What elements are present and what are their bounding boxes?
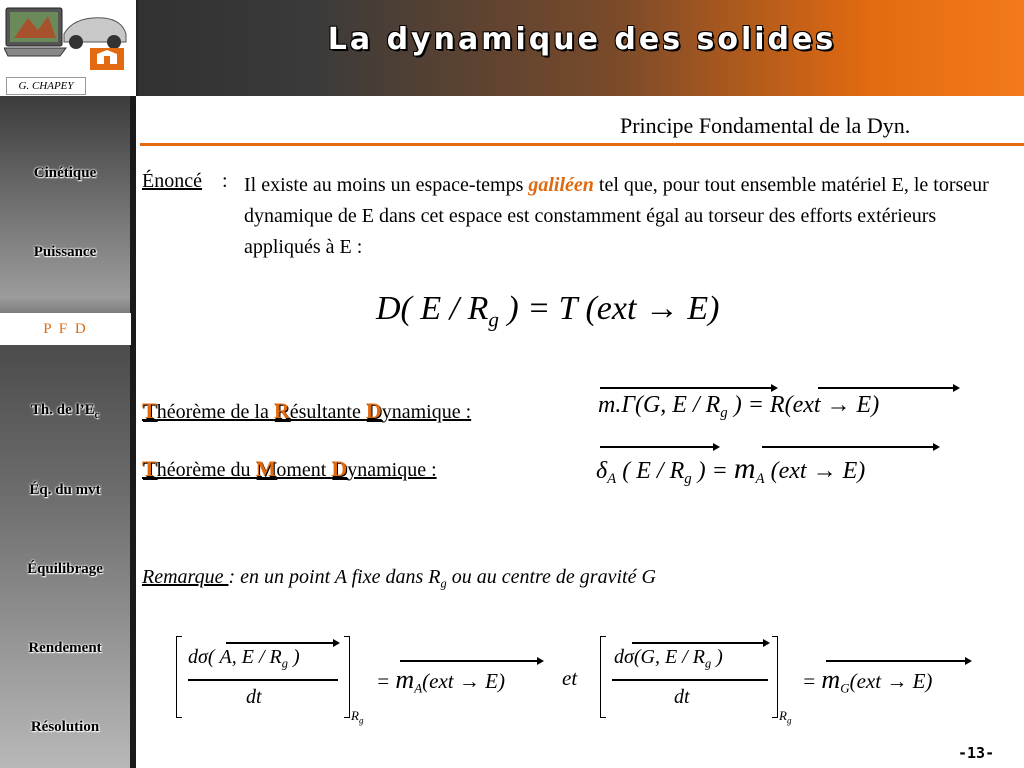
main-equation bbox=[376, 290, 720, 332]
vector-arrow bbox=[818, 387, 958, 389]
tmd-cap-t: T bbox=[142, 456, 157, 481]
tmd-close: ) = bbox=[691, 458, 734, 484]
page-title: La dynamique des solides bbox=[327, 22, 837, 57]
left-num: dσ( A, E / R bbox=[188, 646, 282, 668]
theorem-trd-label bbox=[142, 398, 471, 424]
enonce-label: Énoncé bbox=[142, 170, 202, 192]
sidebar-item-puissance[interactable]: Puissance bbox=[33, 244, 97, 260]
sidebar-item-eq-mvt[interactable]: Éq. du mvt bbox=[29, 482, 101, 498]
left-frame-label bbox=[351, 708, 363, 726]
page-number: -13- bbox=[958, 744, 995, 762]
enonce-emphasis: galiléen bbox=[528, 174, 594, 196]
vector-arrow bbox=[600, 387, 776, 389]
sidebar-item-cinetique[interactable]: Cinétique bbox=[33, 165, 97, 181]
tmd-m: m bbox=[733, 452, 756, 485]
sidebar-item-label: Th. de l’E bbox=[30, 402, 95, 418]
tmd-mid: ( E / R bbox=[616, 458, 685, 484]
tmd-text-3: ynamique : bbox=[347, 459, 437, 481]
frame-r: R bbox=[779, 708, 787, 723]
right-derivative-rhs bbox=[802, 665, 932, 697]
section-title: Principe Fondamental de la Dyn. bbox=[620, 113, 911, 138]
tmd-cap-d: D bbox=[331, 456, 348, 481]
sidebar-divider bbox=[130, 96, 136, 768]
sidebar-item-pfd[interactable]: P F D bbox=[0, 313, 131, 345]
remarque-sub: g bbox=[440, 576, 447, 591]
right-num: dσ(G, E / R bbox=[614, 646, 705, 668]
trd-cap-t: T bbox=[142, 398, 157, 423]
vector-arrow bbox=[826, 660, 970, 662]
right-derivative-denominator: dt bbox=[674, 686, 690, 708]
trd-text-3: ynamique : bbox=[381, 401, 472, 423]
section-divider bbox=[140, 143, 1024, 146]
trd-text-1: héorème de la bbox=[156, 401, 274, 423]
sidebar-item-resolution[interactable]: Résolution bbox=[30, 719, 100, 735]
sidebar-item-equilibrage[interactable]: Équilibrage bbox=[27, 561, 103, 577]
sidebar-item-rendement[interactable]: Rendement bbox=[28, 640, 102, 656]
fraction-bar bbox=[188, 679, 338, 681]
left-rhs: (ext → E) bbox=[422, 669, 505, 693]
remarque-text: : en un point A fixe dans R bbox=[228, 566, 441, 588]
left-num-sub: g bbox=[281, 656, 288, 671]
theorem-tmd-label bbox=[142, 456, 437, 482]
tmd-sub-g: g bbox=[684, 471, 692, 488]
left-eq: = bbox=[376, 669, 396, 693]
remarque-text-after: ou au centre de gravité G bbox=[446, 566, 656, 588]
tmd-text-2: oment bbox=[276, 459, 332, 481]
sidebar-item-sub: c bbox=[94, 410, 100, 421]
trd-text-2: ésultante bbox=[289, 401, 366, 423]
trd-eq-right: ) = R(ext → E) bbox=[727, 392, 880, 418]
right-derivative-numerator bbox=[614, 646, 723, 671]
tmd-cap-m: M bbox=[255, 456, 277, 481]
trd-cap-r: R bbox=[273, 398, 290, 423]
main-eq-left: D( E / R bbox=[376, 290, 489, 327]
vector-arrow bbox=[632, 642, 768, 644]
frame-r: R bbox=[351, 708, 359, 723]
frame-sub: g bbox=[786, 715, 792, 726]
author-label: G. CHAPEY bbox=[6, 77, 86, 95]
right-frame-label bbox=[779, 708, 791, 726]
vector-arrow bbox=[600, 446, 718, 448]
enonce-text-after: tel que, pour tout ensemble matériel E, le torseur dynamique de E dans cet espace est constamment égal au torseur des efforts extérieurs appliqués à E : bbox=[244, 174, 989, 258]
vector-arrow bbox=[400, 660, 542, 662]
left-num-close: ) bbox=[287, 646, 300, 668]
logo-box bbox=[0, 0, 138, 96]
main-eq-sub: g bbox=[488, 307, 499, 332]
left-m: m bbox=[395, 665, 415, 694]
frame-sub: g bbox=[358, 715, 364, 726]
remarque bbox=[142, 566, 656, 591]
sidebar bbox=[0, 96, 134, 768]
left-derivative-denominator: dt bbox=[246, 686, 262, 708]
fraction-bar bbox=[612, 679, 768, 681]
trd-eq-left: m.Γ(G, E / R bbox=[598, 392, 721, 418]
tmd-delta: δ bbox=[596, 458, 608, 484]
right-rhs: (ext → E) bbox=[849, 669, 933, 693]
enonce-text-before: Il existe au moins un espace-temps bbox=[244, 174, 529, 196]
left-m-sub: A bbox=[414, 680, 423, 696]
left-derivative-rhs bbox=[376, 665, 505, 697]
right-m-sub: G bbox=[840, 680, 850, 696]
remarque-label: Remarque bbox=[142, 566, 229, 588]
tmd-text-1: héorème du bbox=[156, 459, 256, 481]
right-num-close: ) bbox=[711, 646, 723, 668]
enonce-colon: : bbox=[222, 170, 228, 192]
enonce-text bbox=[244, 170, 1004, 263]
trd-cap-d: D bbox=[365, 398, 382, 423]
left-derivative-numerator bbox=[188, 646, 300, 671]
header-banner bbox=[0, 0, 1024, 96]
trd-eq-sub: g bbox=[720, 405, 728, 422]
right-m: m bbox=[821, 665, 841, 694]
right-num-sub: g bbox=[704, 656, 712, 671]
trd-equation bbox=[598, 392, 879, 422]
tmd-sub-a2: A bbox=[755, 471, 765, 488]
vector-arrow bbox=[226, 642, 338, 644]
logo-laptop-car-icon bbox=[4, 4, 128, 72]
et-connector: et bbox=[562, 666, 578, 690]
vector-arrow bbox=[762, 446, 938, 448]
tmd-equation bbox=[596, 452, 865, 488]
tmd-sub-a: A bbox=[607, 471, 617, 488]
main-eq-right: ) = T (ext → E) bbox=[498, 290, 720, 327]
right-eq: = bbox=[802, 669, 822, 693]
tmd-right: (ext → E) bbox=[764, 458, 866, 484]
sidebar-item-th-energie-cinetique[interactable] bbox=[0, 402, 130, 421]
